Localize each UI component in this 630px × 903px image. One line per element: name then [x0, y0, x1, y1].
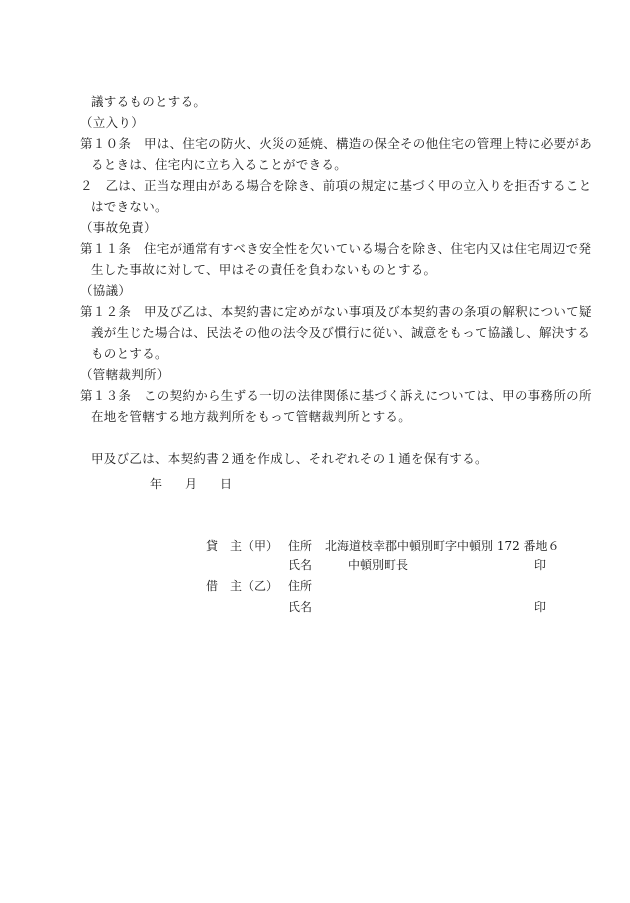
borrower-seal: 印 [534, 600, 547, 614]
section-heading: （立入り） [80, 115, 145, 130]
lender-name: 中頓別町長 [348, 558, 409, 572]
lender-name-label: 氏名 [288, 558, 313, 572]
text-line: 在地を管轄する地方裁判所をもって管轄裁判所とする。 [91, 409, 412, 424]
borrower-role: 借 主（乙） [206, 579, 279, 593]
borrower-name-label: 氏名 [288, 600, 313, 614]
section-heading: （協議） [80, 283, 132, 298]
text-line: るときは、住宅内に立ち入ることができる。 [91, 157, 348, 172]
text-line: はできない。 [91, 199, 168, 214]
borrower-address-label: 住所 [288, 579, 313, 593]
article-10: 第１０条 甲は、住宅の防火、火災の延焼、構造の保全その他住宅の管理上特に必要があ [80, 136, 593, 151]
text-line: 生した事故に対して、甲はその責任を負わないものとする。 [91, 262, 437, 277]
article-11: 第１１条 住宅が通常有すべき安全性を欠いている場合を除き、住宅内又は住宅周辺で発 [80, 241, 592, 256]
date-year: 年 [150, 477, 163, 491]
section-heading: （事故免責） [80, 220, 157, 235]
article-10-para-2: ２ 乙は、正当な理由がある場合を除き、前項の規定に基づく甲の立入りを拒否すること [80, 178, 592, 193]
closing-statement: 甲及び乙は、本契約書２通を作成し、それぞれその１通を保有する。 [91, 451, 488, 466]
text-line: 義が生じた場合は、民法その他の法令及び慣行に従い、誠意をもって協議し、解決する [91, 325, 591, 340]
date-day: 日 [220, 477, 233, 491]
section-heading: （管轄裁判所） [80, 367, 170, 382]
article-13: 第１３条 この契約から生ずる一切の法律関係に基づく訴えについては、甲の事務所の所 [80, 388, 592, 403]
date-month: 月 [185, 477, 198, 491]
lender-address: 北海道枝幸郡中頓別町字中頓別 172 番地６ [325, 539, 560, 553]
lender-role: 貸 主（甲） [206, 539, 279, 553]
lender-seal: 印 [534, 558, 547, 572]
text-line: ものとする。 [91, 346, 168, 361]
lender-address-label: 住所 [288, 539, 313, 553]
article-12: 第１２条 甲及び乙は、本契約書に定めがない事項及び本契約書の条項の解釈について疑 [80, 304, 592, 319]
text-line: 議するものとする。 [91, 94, 207, 109]
